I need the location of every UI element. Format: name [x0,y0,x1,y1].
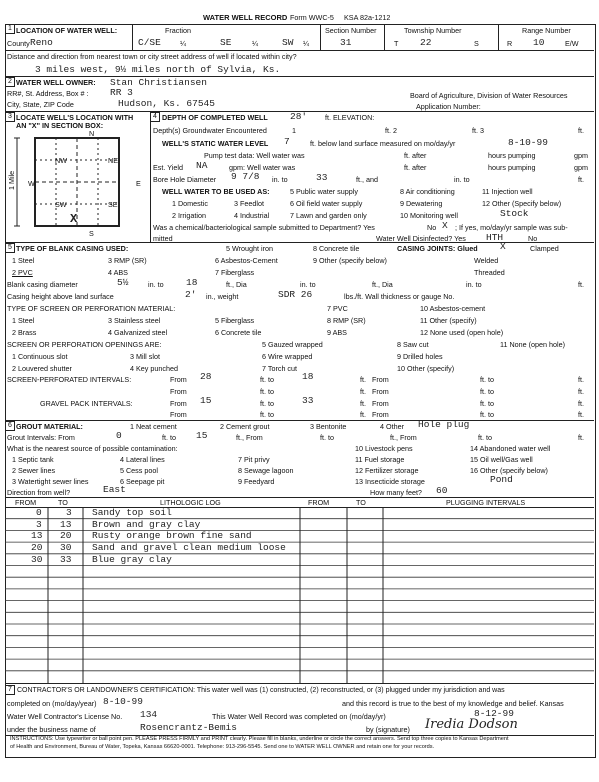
casing-type-pvc: 2 PVC [12,268,33,277]
depth-value: 28' [290,111,308,122]
range-label: Range Number [522,26,571,35]
section-7-number: 7 [5,685,15,695]
section-2-number: 2 [5,77,15,87]
mile-label: 1 Mile [7,170,16,190]
city-label: City, State, ZIP Code [7,100,74,109]
disinfected-value: HTH [486,232,504,243]
use-9: 9 Dewatering [400,199,443,208]
signature: Iredia Dodson [425,717,518,732]
section-3-number: 3 [5,112,15,122]
casing-diam-label: Blank casing diameter [7,280,78,289]
grout-intervals-label: Grout Intervals: From [7,433,75,442]
plug-from-header: FROM [308,498,330,507]
disinfected-label: Water Well Disinfected? Yes [376,234,466,243]
static-value: 7 [284,136,290,147]
screen-to-value: 18 [302,371,314,382]
township-label: Township Number [404,26,462,35]
owner-value: Stan Christiansen [110,77,207,88]
owner-label: WATER WELL OWNER: [16,78,96,87]
compass-e: E [136,179,141,188]
plug-intervals-header: PLUGGING INTERVALS [446,498,526,507]
completed-value: 8-10-99 [103,696,143,707]
quadrant-sw: SW [55,200,67,209]
use-2: 2 Irrigation [172,211,206,220]
direction-label: Direction from well? [7,488,71,497]
use-12: 12 Other (Specify below) [482,199,562,208]
chem-x: X [442,220,448,231]
log-from-header: FROM [15,498,37,507]
use-8: 8 Air conditioning [400,187,455,196]
yield-value: NA [196,160,208,171]
casing-diam-value: 5½ [117,277,129,288]
compass-n: N [89,129,95,138]
license-label: Water Well Contractor's License No. [7,712,123,721]
feet-label: How many feet? [370,488,422,497]
grout-other-value: Hole plug [418,419,470,430]
openings-label: SCREEN OR PERFORATION OPENINGS ARE: [7,340,162,349]
screen-label: TYPE OF SCREEN OR PERFORATION MATERIAL: [7,304,176,313]
casing-depth-value: 18 [186,277,198,288]
address-value: RR 3 [110,87,133,98]
casing-height-value: 2' [185,289,197,300]
board-text: Board of Agriculture, Division of Water Resources [410,91,568,100]
log-to-header: TO [58,498,68,507]
signature-label: by (signature) [366,725,410,734]
grout-to-value: 15 [196,430,208,441]
use-4: 4 Industrial [234,211,270,220]
cert-statement: CONTRACTOR'S OR LANDOWNER'S CERTIFICATION: This water well was (1) constructed, (2) reconstructed, or (3) plugged under my jurisdiction and was [17,687,505,694]
quadrant-nw: NW [55,156,67,165]
quadrant-ne: NE [108,156,118,165]
distance-value: 3 miles west, 9½ miles north of Sylvia, Ks. [35,64,281,75]
section-4-number: 4 [150,112,160,122]
use-label: WELL WATER TO BE USED AS: [162,187,270,196]
business-value: Rosencrantz-Bemis [140,722,237,733]
use-6: 6 Oil field water supply [290,199,363,208]
location-label: LOCATION OF WATER WELL: [16,26,118,35]
bore-value: 9 7/8 [231,171,260,182]
depth-label: DEPTH OF COMPLETED WELL [162,113,268,122]
instructions-line-1: INSTRUCTIONS: Use typewriter or ball point pen. PLEASE PRESS FIRMLY and PRINT clearly. Please fill in blanks, underline or circle the correct answers. Send top three copies to Kansas Department [10,736,509,742]
joints-value: X [500,241,506,252]
instructions-line-2: of Health and Environment, Bureau of Water, Topeka, Kansas 66620-0001. Telephone: 913-296-5545. Send one to WATER WELL OWNER and retain one for your records. [10,744,435,750]
gravel-from-value: 15 [200,395,212,406]
casing-weight-value: SDR 26 [278,289,313,300]
section-1-number: 1 [5,24,15,34]
quadrant-se: SE [108,200,118,209]
use-5: 5 Public water supply [290,187,358,196]
yield-label: Est. Yield [153,163,183,172]
form-title: WATER WELL RECORD [203,13,288,22]
compass-s: S [89,229,94,238]
application-label: Application Number: [416,102,481,111]
fraction-label: Fraction [165,26,191,35]
contam-other-value: Pond [490,474,513,485]
form-statute: KSA 82a-1212 [344,13,391,22]
county-value: Reno [30,37,53,48]
locate-label-1: LOCATE WELL'S LOCATION WITH [16,113,134,122]
record-label: This Water Well Record was completed on (mo/day/yr) [212,712,386,721]
gravel-to-value: 33 [302,395,314,406]
contam-label: What is the nearest source of possible contamination: [7,444,178,453]
city-value: Hudson, Ks. 67545 [118,98,215,109]
section-6-number: 6 [5,421,15,431]
static-date: 8-10-99 [508,137,548,148]
plug-to-header: TO [356,498,366,507]
use-3: 3 Feedlot [234,199,264,208]
fraction-1: C/SE [138,37,161,48]
screen-from-value: 28 [200,371,212,382]
screen-intervals-label: SCREEN-PERFORATED INTERVALS: [7,375,132,384]
casing-height-label: Casing height above land surface [7,292,114,301]
compass-w: W [28,179,35,188]
bore-depth: 33 [316,172,328,183]
log-lith-header: LITHOLOGIC LOG [160,498,221,507]
township-value: 22 [420,37,432,48]
gravel-label: GRAVEL PACK INTERVALS: [40,399,133,408]
feet-value: 60 [436,485,448,496]
completed-label: completed on (mo/day/year) [7,699,97,708]
grout-label: GROUT MATERIAL: [16,422,83,431]
range-value: 10 [533,37,545,48]
business-label: under the business name of [7,725,96,734]
use-7: 7 Lawn and garden only [290,211,367,220]
section-number-label: Section Number [325,26,377,35]
record-date-value: 8-12-99 [474,708,514,719]
address-label: RR#, St. Address, Box # : [7,89,89,98]
bore-label: Bore Hole Diameter [153,175,217,184]
county-label: County [7,39,30,48]
form-number: Form WWC-5 [290,13,334,22]
static-label: WELL'S STATIC WATER LEVEL [162,139,269,148]
pump-test-label: Pump test data: Well water was [204,151,305,160]
fraction-3: SW [282,37,294,48]
distance-label: Distance and direction from nearest town or city street address of well if located within city? [7,52,297,61]
use-10: 10 Monitoring well [400,211,458,220]
well-location-mark: X [70,212,78,226]
joints-label: CASING JOINTS: Glued [397,244,478,253]
locate-label-2: AN "X" IN SECTION BOX: [16,121,104,130]
fraction-2: SE [220,37,232,48]
use-1: 1 Domestic [172,199,208,208]
casing-label: TYPE OF BLANK CASING USED: [16,244,129,253]
chem-label: Was a chemical/bacteriological sample submitted to Department? Yes [153,223,375,232]
grout-from-value: 0 [116,430,122,441]
license-value: 134 [140,709,158,720]
section-number-value: 31 [340,37,352,48]
east-west: E/W [565,39,579,48]
groundwater-label: Depth(s) Groundwater Encountered [153,126,267,135]
use-11: 11 Injection well [482,187,533,196]
direction-value: East [103,484,126,495]
section-5-number: 5 [5,243,15,253]
use-other-value: Stock [500,208,529,219]
